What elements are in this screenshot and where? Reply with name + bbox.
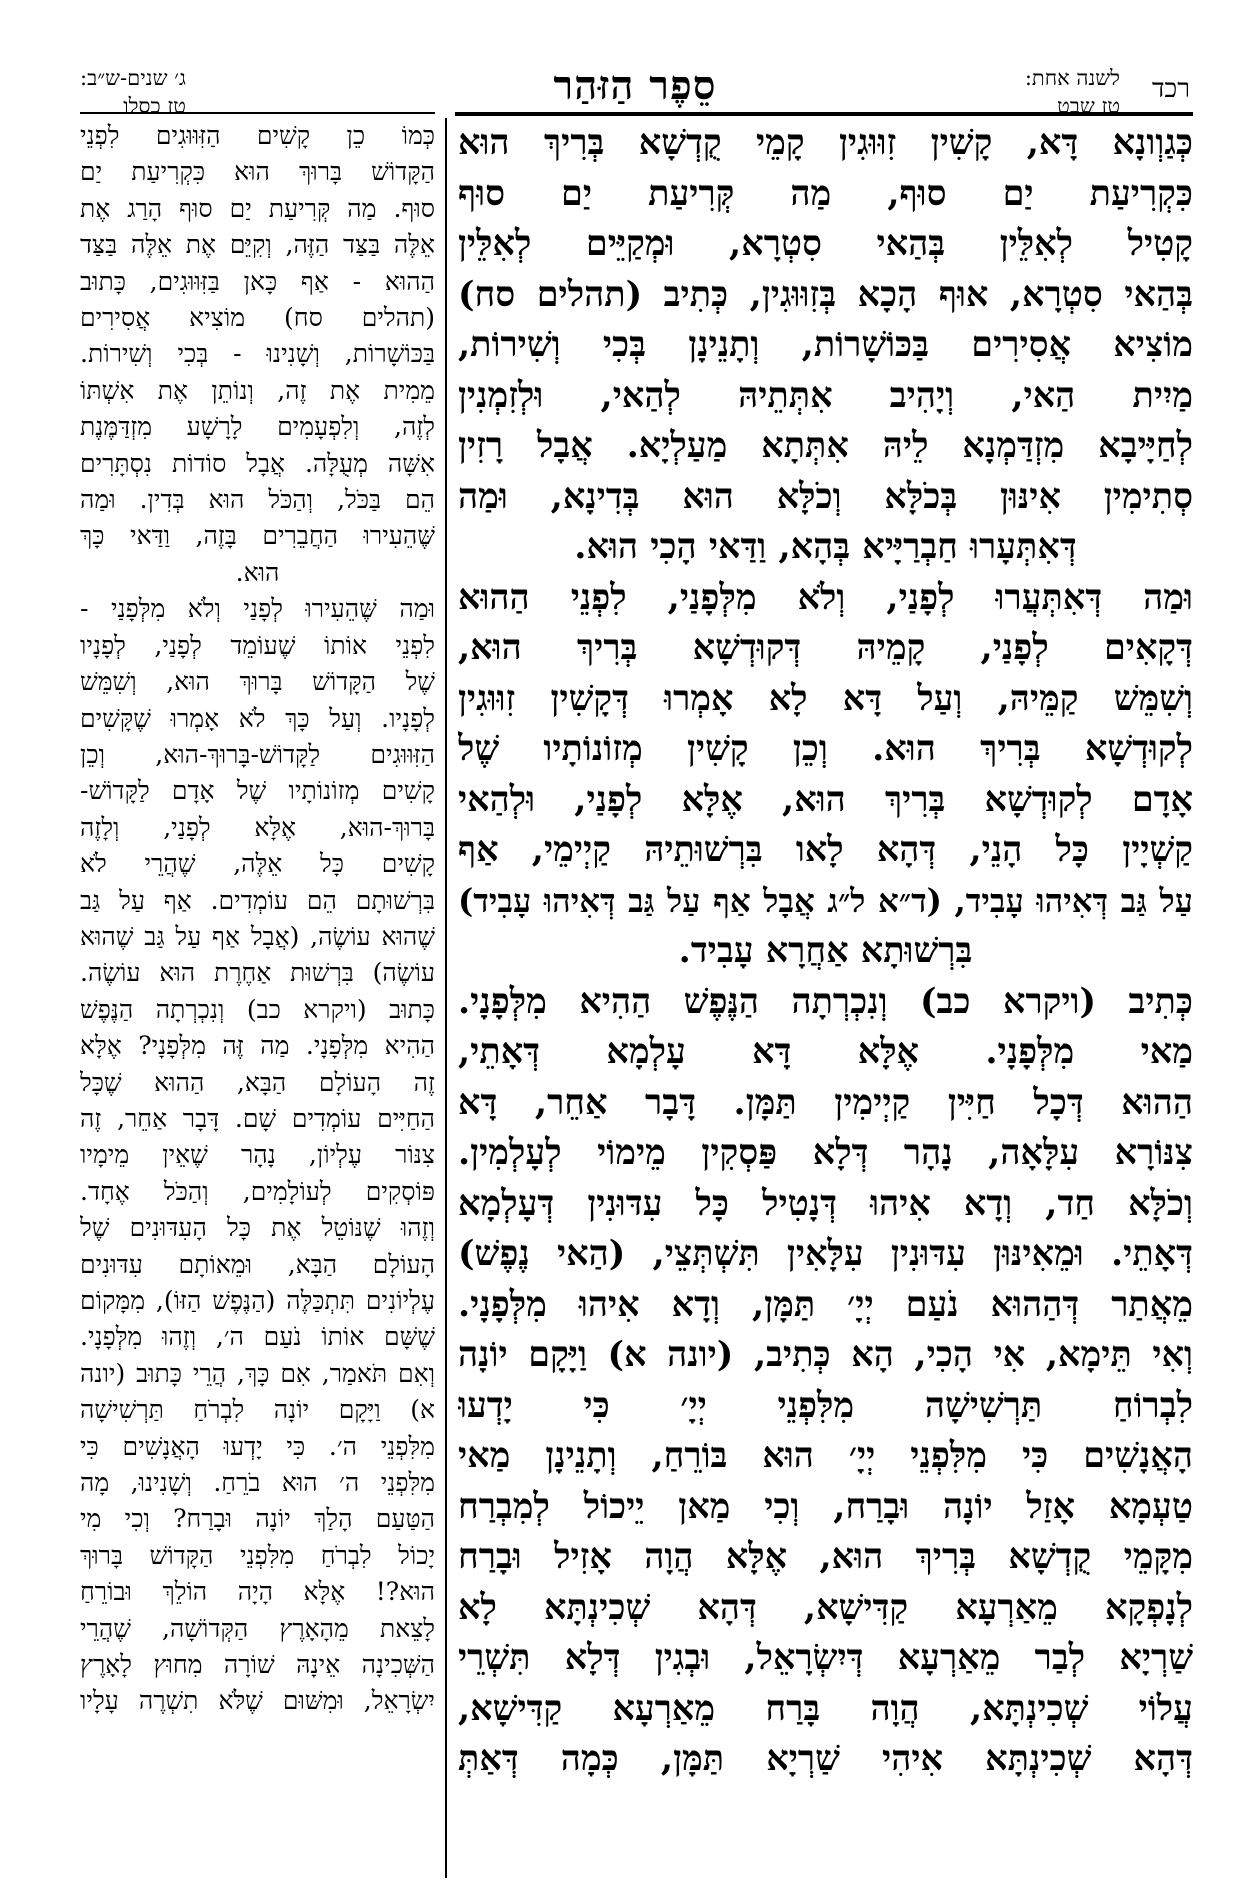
schedule-label: ג׳ שנים-ש״ב: [80,66,186,90]
text-line: דְּאִתְּעָרוּ חַבְרַיָּיא בְּהָא, וַדַּאי הָכִי הוּא. [574,526,1077,567]
text-line: קָטִיל לְאִלֵּין בְּהַאי סִטְרָא, וּמְקַיֵּים לְאִלֵּין [458,223,1193,264]
schedule-label: לשנה אחת: [1024,66,1120,90]
text-line: וְאִם תֹּאמַר, אִם כָּךְ, הֲרֵי כָּתוּב (יונה [80,1358,435,1388]
text-line: סְתִימִין אִינּוּן בְּכֹלָּא וְכֹלָּא הוּא בְּדִינָא, וּמַה [458,475,1193,517]
text-line: עוֹשֶׂה) בִּרְשׁוּת אַחֶרֶת הוּא עוֹשֶׂה. [80,958,435,988]
text-line: לְפָנָיו. וְעַל כָּךְ לֹא אָמְרוּ שֶׁקָּשִׁים [80,703,435,733]
text-line: לִפְנֵי אוֹתוֹ שֶׁעוֹמֵד לְפָנַי, לְפָנָיו [80,630,435,660]
text-line: הַטַּעַם הָלַךְ יוֹנָה וּבָרַח? וְכִי מִי [80,1504,435,1534]
text-line: עֶלְיוֹנִים תִּתְכַּלֶּה (הַנֶּפֶשׁ הַזּוֹ), מִמָּקוֹם [80,1286,435,1315]
text-line: בִּרְשׁוּתָא אַחֲרָא עָבִיד. [678,930,973,971]
text-line: קָשִׁים כָּל אֵלֶּה, שֶׁהֲרֵי לֹא [80,849,435,879]
text-line: כְּגַוְונָא דָּא, קָשִׁין זִוּוּגִין קָמֵי קֻדְשָׁא בְּרִיךְ הוּא [458,122,1193,163]
hebrew-translation-column [80,118,435,1878]
text-line: לְנָפְקָא מֵאַרְעָא קַדִּישָׁא, דְּהָא שְׁכִינְתָּא לָא [458,1586,1193,1628]
text-line: א) וַיָּקָם יוֹנָה לִבְרֹחַ תַּרְשִׁישָׁה [80,1395,435,1425]
text-line: מִלִּפְנֵי ה׳ הוּא בֹרֵחַ. וְשָׁנִינוּ, מָה [80,1468,435,1498]
text-line: כְּתִיב (ויקרא כב) וְנִכְרְתָה הַנֶּפֶשׁ הַהִיא מִלְּפָנָי. [458,980,1193,1022]
text-line: הַהוּא דְּכָל חַיִּין קַיְימִין תַּמָּן. דָּבָר אַחֵר, דָּא [458,1081,1193,1123]
text-line: צִנּוֹרָא עִלָּאָה, נָהָר דְּלָא פַּסְקִין מֵימוֹי לְעָלְמִין. [458,1132,1193,1173]
schedule-date: טז כסלו [123,94,186,118]
text-line: הַזִּוּוּגִים לַקָּדוֹשׁ-בָּרוּךְ-הוּא, וְכֵן [80,739,435,769]
text-line: (תהלים סח) מוֹצִיא אֲסִירִים [80,303,435,333]
text-line: זֶה הָעוֹלָם הַבָּא, הַהוּא שֶׁכָּל [80,1067,435,1097]
text-line: בִּרְשׁוּתָם הֵם עוֹמְדִים. אַף עַל גַּב [80,885,435,915]
header-rule-main [455,112,1193,116]
text-line: כָּתוּב (ויקרא כב) וְנִכְרְתָה הַנֶּפֶשׁ [80,994,435,1024]
text-line: פּוֹסְקִים לְעוֹלָמִים, וְהַכֹּל אֶחָד. [80,1176,435,1206]
text-line: שֶׁל הַקָּדוֹשׁ בָּרוּךְ הוּא, וְשִׁמֵּשׁ [80,667,435,697]
text-line: בְּהַאי סִטְרָא, אוּף הָכָא בְּזִוּוּגִין, כְּתִיב (תהלים סח) [458,273,1193,315]
text-line: לְזֶה, וְלִפְעָמִים לָרָשָׁע מִזְדַּמֶּנֶת [80,412,435,442]
text-line: דְּקָאִים לְפָנַי, קָמֵיהּ דְּקוּדְשָׁא בְּרִיךְ הוּא, [458,627,1193,668]
text-line: מֵאֲתַר דְּהַהוּא נֹעַם יְיָ׳ תַּמָּן, וְדָא אִיהוּ מִלְּפָנָי. [458,1283,1193,1325]
text-line: הָעוֹלָם הַבָּא, וּמֵאוֹתָם עִדּוּנִים [80,1249,435,1279]
text-line: כִּקְרִיעַת יַם סוּף, מַה קְּרִיעַת יַם סוּף [458,172,1193,214]
text-line: סוּף. מַה קְּרִיעַת יַם סוּף הָרַג אֶת [80,193,435,223]
text-line: יָכוֹל לִבְרֹחַ מִלִּפְנֵי הַקָּדוֹשׁ בָּרוּךְ [80,1540,435,1570]
text-line: אִשָּׁה מְעֻלָּה. אֲבָל סוֹדוֹת נִסְתָּרִים [80,448,435,478]
text-line: וְשִׁמֵּשׁ קַמֵּיהּ, וְעַל דָּא לָא אָמְרוּ דְּקָשִׁין זִוּוּגִין [458,677,1193,719]
text-line: יִשְׂרָאֵל, וּמִשּׁוּם שֶׁלֹּא תִשְׁרֶה עָלָיו [80,1686,435,1716]
text-line: הַהוּא - אַף כָּאן בַּזִּוּוּגִים, כָּתוּב [80,266,435,296]
text-line: מִקָּמֵי קֻדְשָׁא בְּרִיךְ הוּא, אֶלָּא הֲוָה אָזִיל וּבָרַח [458,1536,1193,1577]
text-line: וְזֶהוּ שֶׁנּוֹטֵל אֶת כָּל הָעִדּוּנִים שֶׁל [80,1213,435,1243]
column-divider [445,118,447,1878]
text-line: הוּא?! אֶלָּא הָיָה הוֹלֵךְ וּבוֹרֵחַ [80,1577,435,1607]
text-line: עַל גַּב דְּאִיהוּ עָבִיד, (ד״א ל״ג אֲבָל אַף עַל גַּב דְּאִיהוּ עָבִיד) [458,881,1193,920]
text-line: דְּאָתֵי. וּמֵאִינּוּן עִדּוּנִין עִלָּאִין תִּשְׁתְּצֵי, (הַאי נֶפֶשׁ) [458,1233,1193,1274]
header-rule-side [80,112,435,114]
text-line: בַּכּוֹשָׁרוֹת, וְשָׁנִינוּ - בְּכִי וְשִׁירוֹת. [80,339,435,369]
text-line: מִלִּפְנֵי ה׳. כִּי יָדְעוּ הָאֲנָשִׁים כִּי [80,1431,435,1461]
text-line: טַעְמָא אָזַל יוֹנָה וּבָרַח, וְכִי מַאן יֵיכוֹל לְמִבְרַח [458,1485,1193,1527]
text-line: צִנּוֹר עֶלְיוֹן, נָהָר שֶׁאֵין מֵימָיו [80,1140,435,1170]
text-line: קָשִׁים מְזוֹנוֹתָיו שֶׁל אָדָם לַקָּדוֹשׁ- [80,776,435,806]
text-line: הָאֲנָשִׁים כִּי מִלִּפְנֵי יְיָ׳ הוּא בּוֹרֵחַ, וְתָנֵינָן מַאי [458,1435,1193,1476]
text-line: הַחַיִּים עוֹמְדִים שָׁם. דָּבָר אַחֵר, זֶה [80,1103,435,1133]
text-line: הַקָּדוֹשׁ בָּרוּךְ הוּא כִּקְרִיעַת יַם [80,157,435,187]
text-line: וּמַה שֶּׁהֵעִירוּ לְפָנַי וְלֹא מִלְּפָנַי - [80,594,435,624]
text-line: הוּא. [235,557,280,587]
book-title: סֵפֶר הַזּהַר [553,62,717,109]
text-line: אֵלֶּה בַּצַּד הַזֶּה, וְקִיֵּם אֶת אֵלֶּה בַּצַּד [80,230,435,260]
text-line: מוֹצִיא אֲסִירִים בַּכּוֹשָׁרוֹת, וְתָנֵינָן בְּכִי וְשִׁירוֹת, [458,324,1193,365]
text-line: קַשְׁיָין כָּל הָנֵי, דְּהָא לָאו בִּרְשׁוּתֵיהּ קַיְימֵי, אַף [458,829,1193,870]
text-line: הַשְּׁכִינָה אֵינָהּ שׁוֹרָה מִחוּץ לָאָרֶץ [80,1650,435,1680]
aramaic-text-column [458,118,1193,1878]
text-line: שֶׁהוּא עוֹשֶׂה, (אֲבָל אַף עַל גַּב שֶׁהוּא [80,921,435,951]
text-line: וְאִי תֵּימָא, אִי הָכִי, הָא כְּתִיב, (יונה א) וַיָּקָם יוֹנָה [458,1334,1193,1375]
text-line: עֲלוֹי שְׁכִינְתָּא, הֲוָה בָּרַח מֵאַרְעָא קַדִּישָׁא, [458,1687,1193,1729]
text-line: הֵם בַּכֹּל, וְהַכֹּל הוּא בְּדִין. וּמַה [80,485,435,515]
text-line: אָדָם לְקוּדְשָׁא בְּרִיךְ הוּא, אֶלָּא לְפָנַי, וּלְהַאי [458,778,1193,820]
page-number: רכד [1152,74,1190,104]
text-line: הַהִיא מִלְּפָנָי. מַה זֶּה מִלְּפָנָי? אֶלָּא [80,1031,435,1061]
schedule-date: טז שבט [1057,94,1120,118]
text-line: שֶּׁהֵעִירוּ הַחֲבֵרִים בָּזֶה, וַדַּאי כָּךְ [80,521,435,551]
text-line: מֵמִית אֶת זֶה, וְנוֹתֵן אֶת אִשְׁתּוֹ [80,375,435,405]
text-line: דְּהָא שְׁכִינְתָּא אִיהִי שַׁרְיָא תַּמָּן, כְּמָה דְּאַתְּ [458,1738,1193,1779]
text-line: לְחַיָּיבָא מִזְדַּמְנָא לֵיהּ אִתְּתָא מַעַלְיָא. אֲבָל רָזִין [458,425,1193,466]
text-line: וְכֹלָּא חַד, וְדָא אִיהוּ דְּנָטִיל כָּל עִדּוּנִין דְּעָלְמָא [458,1182,1193,1224]
text-line: בָּרוּךְ-הוּא, אֶלָּא לְפָנַי, וְלָזֶה [80,812,435,842]
text-line: שַׁרְיָא לְבַר מֵאַרְעָא דְּיִשְׂרָאֵל, וּבְגִין דְּלָא תִּשְׁרֵי [458,1637,1193,1678]
text-line: מַאי מִלְּפָנָי. אֶלָּא דָּא עָלְמָא דְּאָתֵי, [458,1031,1193,1072]
text-line: לְקוּדְשָׁא בְּרִיךְ הוּא. וְכֵן קָשִׁין מְזוֹנוֹתָיו שֶׁל [458,728,1193,769]
text-line: מַיִית הַאי, וְיָהִיב אִתְּתֵיהּ לְהַאי, וּלְזִמְנִין [458,374,1193,416]
text-line: וּמַה דְּאִתְּעֲרוּ לְפָנַי, וְלֹא מִלְּפָנַי, לִפְנֵי הַהוּא [458,576,1193,618]
text-line: לִבְרוֹחַ תַּרְשִׁישָׁה מִלִּפְנֵי יְיָ׳ כִּי יָדְעוּ [458,1384,1193,1426]
text-line: שֶׁשָּׁם אוֹתוֹ נֹעַם ה׳, וְזֶהוּ מִלְּפָנָי. [80,1322,435,1352]
text-line: לָצֵאת מֵהָאָרֶץ הַקְּדוֹשָׁה, שֶׁהֲרֵי [80,1613,435,1643]
text-line: כְּמוֹ כֵן קָשִׁים הַזִּוּוּגִים לִפְנֵי [80,121,435,150]
